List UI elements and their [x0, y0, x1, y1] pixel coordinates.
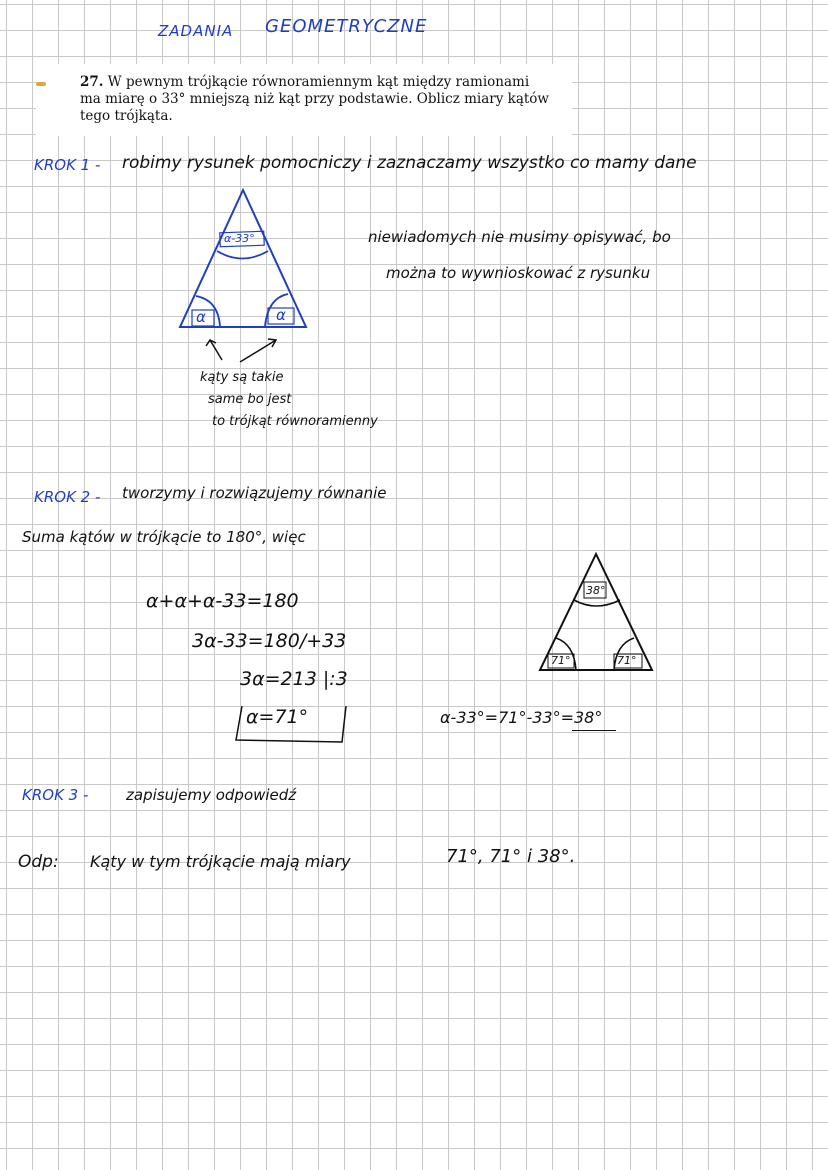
triangle1-right-angle: α	[276, 306, 286, 324]
answer-values: 71°, 71° i 38°.	[446, 846, 576, 867]
step1-note-line2: można to wywnioskować z rysunku	[386, 264, 651, 282]
answer-label: Odp:	[18, 852, 59, 872]
step1-note-line1: niewiadomych nie musimy opisywać, bo	[368, 228, 671, 246]
triangle-diagram-1	[170, 180, 320, 340]
triangle2-top-angle: 38°	[586, 584, 606, 597]
triangle2-left-angle: 71°	[551, 654, 571, 667]
triangle2-right-angle: 71°	[617, 654, 637, 667]
equation-1: α+α+α-33=180	[146, 590, 299, 612]
equation-4-result: α=71°	[246, 706, 309, 728]
annotation-line3: to trójkąt równoramienny	[212, 414, 378, 429]
step1-label: KROK 1 -	[34, 156, 101, 174]
annotation-line2: same bo jest	[208, 392, 292, 407]
step2-label: KROK 2 -	[34, 488, 101, 506]
calc-underline	[572, 730, 616, 731]
triangle1-top-angle: α-33°	[224, 232, 255, 245]
step3-label: KROK 3 -	[22, 786, 89, 804]
result-box	[232, 702, 362, 746]
calc-top-angle: α-33°=71°-33°=38°	[440, 708, 603, 727]
answer-text: Kąty w tym trójkącie mają miary	[90, 852, 351, 871]
step3-text: zapisujemy odpowiedź	[126, 786, 297, 804]
equation-3: 3α=213 |:3	[240, 668, 348, 690]
task-statement	[80, 74, 550, 125]
equation-2: 3α-33=180/+33	[192, 630, 347, 652]
step2-text: tworzymy i rozwiązujemy równanie	[122, 484, 387, 502]
task-number: 27.	[80, 74, 104, 90]
task-text: W pewnym trójkącie równoramiennym kąt między ramionami ma miarę o 33° mniejszą niż kąt przy podstawie. Oblicz miary kątów tego trójkąta.	[80, 74, 549, 124]
annotation-arrows	[200, 330, 290, 370]
step2-line2: Suma kątów w trójkącie to 180°, więc	[22, 528, 306, 546]
task-bullet-icon	[36, 82, 46, 86]
step1-text: robimy rysunek pomocniczy i zaznaczamy wszystko co mamy dane	[122, 153, 697, 173]
triangle1-left-angle: α	[196, 308, 206, 326]
annotation-line1: kąty są takie	[200, 370, 284, 385]
header-title-left: ZADANIA	[158, 22, 234, 40]
header-title-right: GEOMETRYCZNE	[265, 16, 428, 37]
